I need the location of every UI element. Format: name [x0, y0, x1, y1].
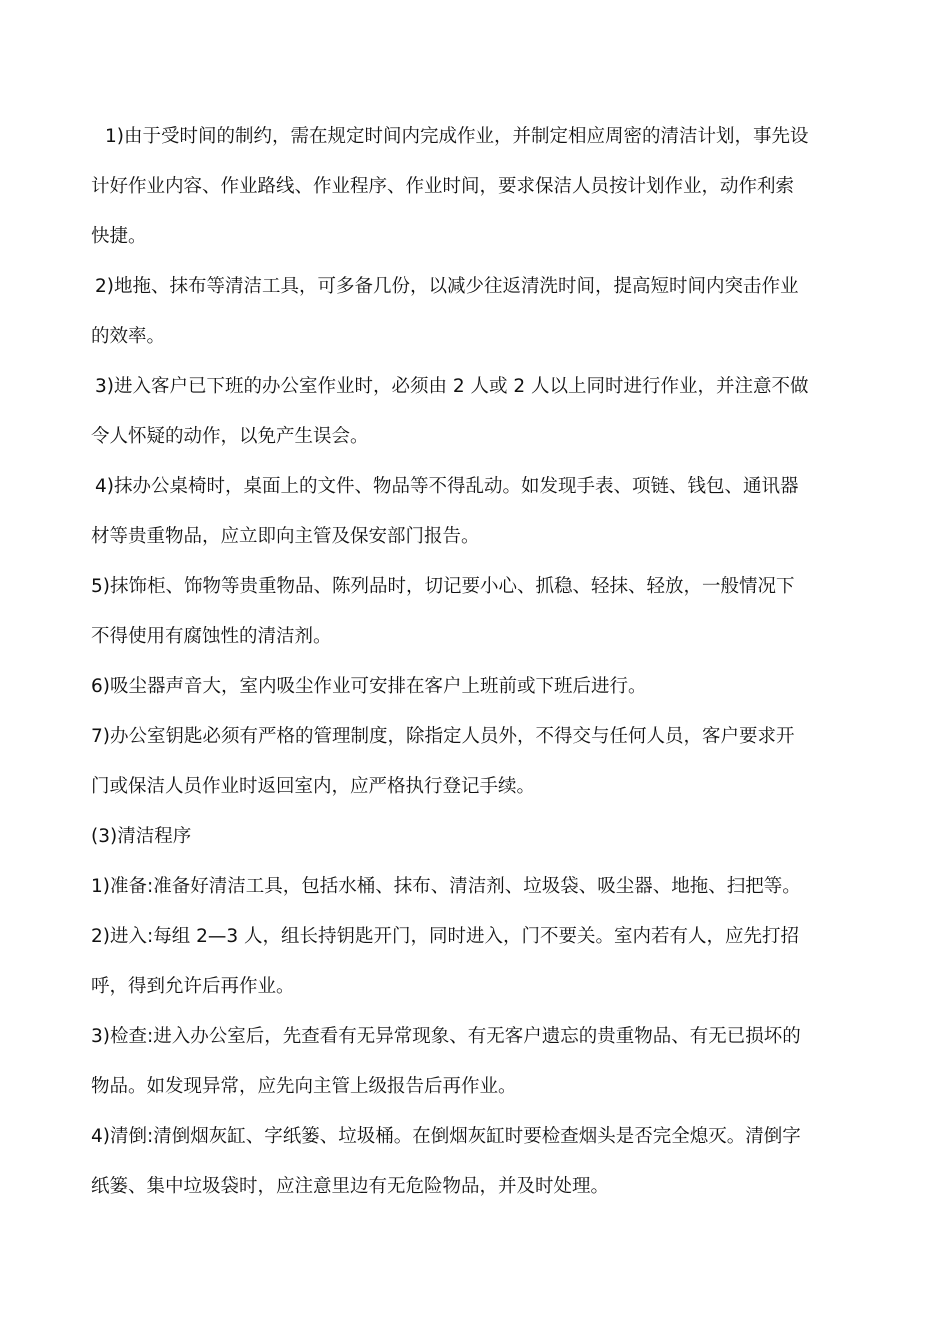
document-body [91, 112, 811, 1212]
paragraph-two-person-rule: 3)进入客户已下班的办公室作业时，必须由 2 人或 2 人以上同时进行作业，并注意不做令人怀疑的动作，以免产生误会。 [91, 376, 809, 447]
paragraph-vacuum: 6)吸尘器声音大，室内吸尘作业可安排在客户上班前或下班后进行。 [91, 676, 647, 697]
paragraph-step-prepare: 1)准备:准备好清洁工具，包括水桶、抹布、清洁剂、垃圾袋、吸尘器、地拖、扫把等。 [91, 876, 801, 897]
paragraph-valuables: 5)抹饰柜、饰物等贵重物品、陈列品时，切记要小心、抓稳、轻抹、轻放，一般情况下不得使用有腐蚀性的清洁剂。 [91, 576, 795, 647]
paragraph-step-inspect: 3)检查:进入办公室后，先查看有无异常现象、有无客户遗忘的贵重物品、有无已损坏的物品。如发现异常，应先向主管上级报告后再作业。 [91, 1026, 801, 1097]
paragraph-cleaning-tools: 2)地拖、抹布等清洁工具，可多备几份，以减少往返清洗时间，提高短时间内突击作业的效率。 [91, 276, 799, 347]
section-heading-cleaning-procedure: (3)清洁程序 [91, 826, 192, 847]
paragraph-timing-plan: 1)由于受时间的制约，需在规定时间内完成作业，并制定相应周密的清洁计划，事先设计好作业内容、作业路线、作业程序、作业时间，要求保洁人员按计划作业，动作利索快捷。 [91, 126, 809, 247]
paragraph-step-enter: 2)进入:每组 2—3 人，组长持钥匙开门，同时进入，门不要关。室内若有人，应先打招呼，得到允许后再作业。 [91, 926, 800, 997]
paragraph-step-empty: 4)清倒:清倒烟灰缸、字纸篓、垃圾桶。在倒烟灰缸时要检查烟头是否完全熄灭。清倒字纸篓、集中垃圾袋时，应注意里边有无危险物品，并及时处理。 [91, 1126, 801, 1197]
paragraph-desk-items: 4)抹办公桌椅时，桌面上的文件、物品等不得乱动。如发现手表、项链、钱包、通讯器材等贵重物品，应立即向主管及保安部门报告。 [91, 476, 799, 547]
paragraph-keys: 7)办公室钥匙必须有严格的管理制度，除指定人员外，不得交与任何人员，客户要求开门或保洁人员作业时返回室内，应严格执行登记手续。 [91, 726, 795, 797]
